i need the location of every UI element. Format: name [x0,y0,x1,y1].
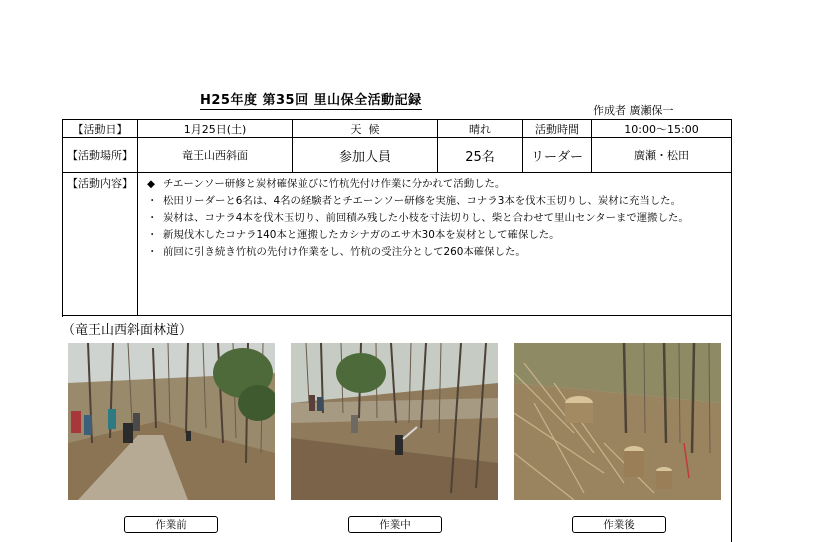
leader-label: リーダー [530,149,583,165]
bullet-mark: ・ [147,229,158,241]
table-divider-row3 [62,315,732,316]
content-text: チエーンソー研修と炭材確保並びに竹杭先付け作業に分かれて活動した。 [163,178,506,190]
photo-label-before: 作業前 [124,516,218,533]
photo-label-during: 作業中 [348,516,442,533]
photo-before [68,343,275,500]
photo-section-caption: （竜王山西斜面林道） [62,323,193,338]
list-item [141,193,731,210]
list-item [141,210,731,227]
content-text: 新規伐木したコナラ140本と運搬したカシナガのエサ木30本を炭材として確保した。 [163,229,560,241]
place-value: 竜王山西斜面 [182,149,248,162]
participants-value: 25名 [465,149,495,165]
weather-value: 晴れ [469,122,491,136]
content-label: 【活動内容】 [67,177,133,190]
bullet-mark: ・ [147,212,158,224]
table-divider-row2 [62,172,732,173]
photo-during [291,343,498,500]
leader-value: 廣瀬・松田 [634,149,689,162]
list-item [141,227,731,244]
content-text: 前回に引き続き竹杭の先付け作業をし、竹杭の受注分として260本確保した。 [163,246,526,258]
page-title: H25年度 第35回 里山保全活動記録 [200,93,422,108]
content-text: 松田リーダーと6名は、4名の経験者とチエーンソー研修を実施、コナラ3本を伐木玉切りし、炭材に充当した。 [163,195,681,207]
photo-after [514,343,721,500]
content-list [141,176,731,261]
photo-label-after: 作業後 [572,516,666,533]
table-border-right [731,119,732,542]
participants-label: 参加人員 [338,149,391,165]
list-item [141,244,731,261]
bullet-mark: ・ [147,246,158,258]
bullet-mark: ・ [147,195,158,207]
content-text: 炭材は、コナラ4本を伐木玉切り、前回積み残した小枝を寸法切りし、柴と合わせて里山センターまで運搬した。 [163,212,689,224]
weather-label: 天 候 [350,122,380,136]
author-label: 作成者 廣瀬保一 [593,104,674,117]
bullet-mark: ◆ [147,178,155,190]
list-item [141,176,731,193]
place-label: 【活動場所】 [67,149,133,162]
time-label: 活動時間 [535,122,579,136]
time-value: 10:00～15:00 [624,122,699,136]
date-label: 【活動日】 [72,122,128,136]
date-value: 1月25日(土) [183,122,247,136]
